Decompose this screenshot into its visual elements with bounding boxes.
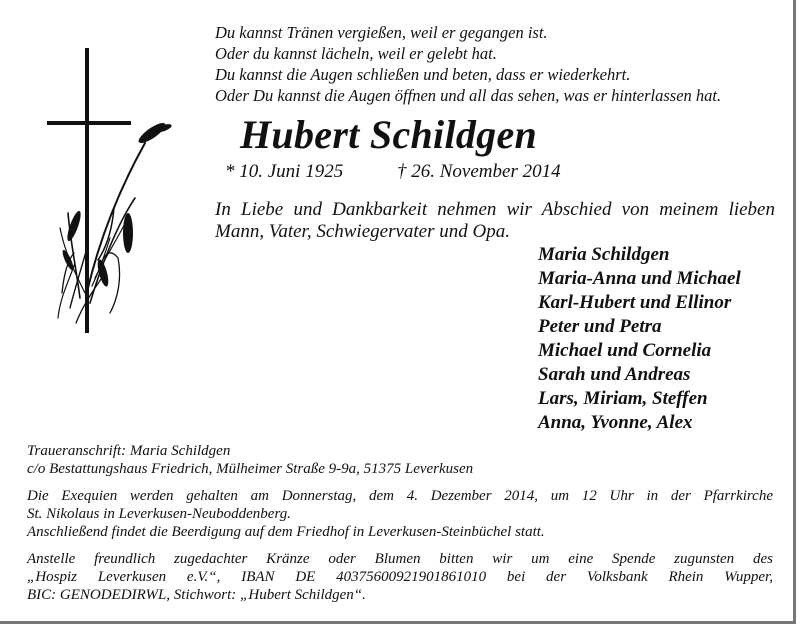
donation-line: BIC: GENODEDIRWL, Stichwort: „Hubert Schildgen“. (27, 587, 366, 603)
family-member: Anna, Yvonne, Alex (538, 412, 693, 433)
donation-line: „Hospiz Leverkusen e.V.“, IBAN DE 40375600921901861010 bei der Volksbank Rhein Wupper, (27, 569, 773, 585)
family-member: Maria-Anna und Michael (538, 268, 741, 289)
cross-wheat-illustration (40, 48, 180, 338)
family-member: Sarah und Andreas (538, 364, 691, 385)
poem-line: Oder Du kannst die Augen öffnen und all das sehen, was er hinterlassen hat. (215, 86, 722, 105)
address-line: c/o Bestattungshaus Friedrich, Mülheimer Straße 9-9a, 51375 Leverkusen (27, 461, 474, 477)
family-member: Maria Schildgen (538, 244, 670, 265)
deceased-name: Hubert Schildgen (240, 112, 538, 157)
farewell-text (215, 199, 775, 243)
poem-line: Du kannst die Augen schließen und beten, dass er wiederkehrt. (215, 65, 631, 84)
farewell-line: Mann, Vater, Schwiegervater und Opa. (215, 221, 510, 242)
donation-line: Anstelle freundlich zugedachter Kränze oder Blumen bitten wir um eine Spende zugunsten des (27, 551, 773, 567)
family-member: Peter und Petra (538, 316, 662, 337)
poem-line: Du kannst Tränen vergießen, weil er gegangen ist. (215, 23, 548, 42)
family-member: Michael und Cornelia (538, 340, 712, 361)
mourning-address (27, 442, 773, 478)
family-member: Lars, Miriam, Steffen (538, 388, 708, 409)
donation-request (27, 550, 773, 604)
birth-date: * 10. Juni 1925 (225, 161, 344, 182)
death-date: † 26. November 2014 (397, 161, 561, 182)
family-member: Karl-Hubert und Ellinor (538, 292, 732, 313)
exequies-line: St. Nikolaus in Leverkusen-Neuboddenberg. (27, 506, 291, 522)
poem-line: Oder du kannst lächeln, weil er gelebt hat. (215, 44, 497, 63)
exequies-line: Die Exequien werden gehalten am Donnerstag, dem 4. Dezember 2014, um 12 Uhr in der Pfarrkirche (27, 488, 773, 504)
address-line: Traueranschrift: Maria Schildgen (27, 443, 231, 459)
family-list (538, 243, 741, 435)
poem (215, 22, 721, 106)
farewell-line: In Liebe und Dankbarkeit nehmen wir Abschied von meinem lieben (215, 199, 775, 220)
exequies-line: Anschließend findet die Beerdigung auf dem Friedhof in Leverkusen-Steinbüchel statt. (27, 524, 545, 540)
exequies-info (27, 487, 773, 541)
